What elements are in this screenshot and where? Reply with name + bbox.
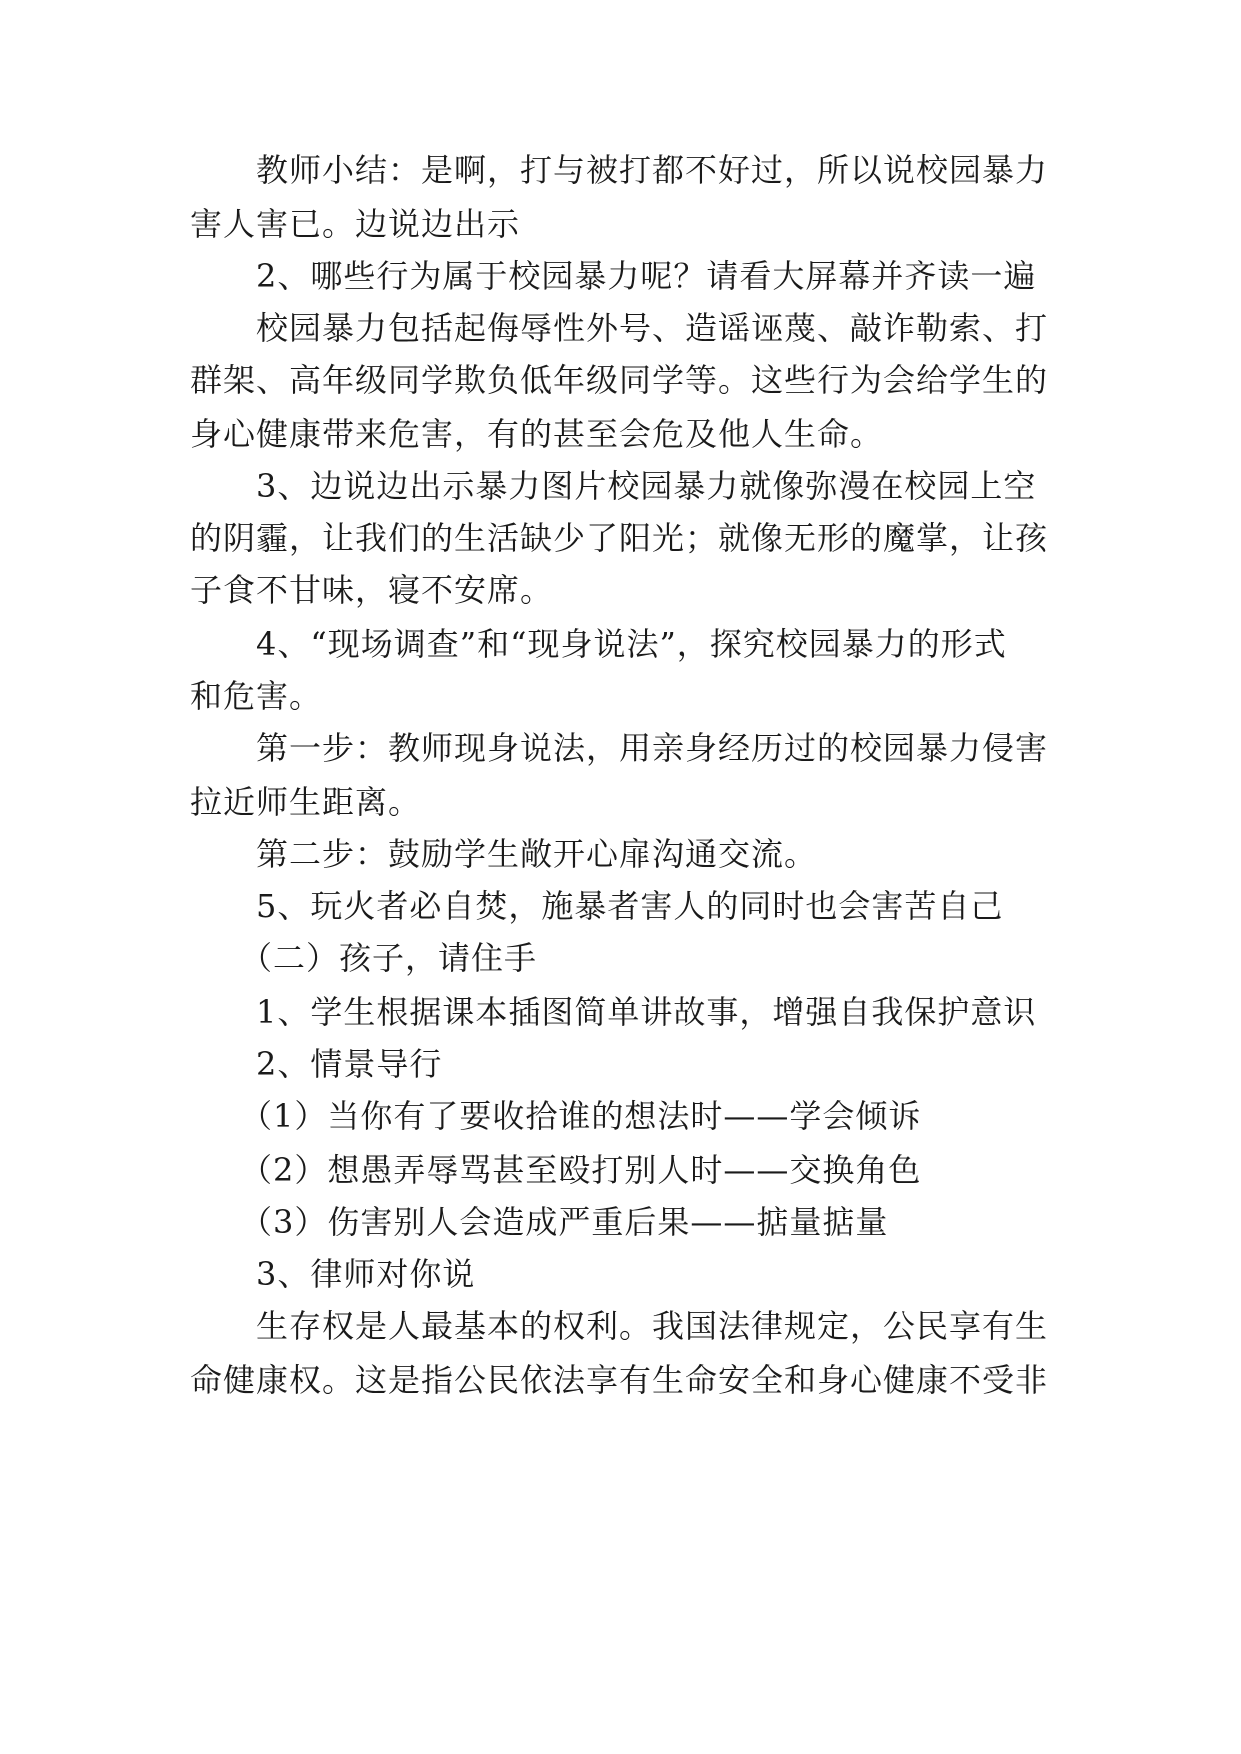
text-line: 校园暴力包括起侮辱性外号、造谣诬蔑、敲诈勒索、打: [256, 309, 1049, 347]
text-line: 第一步：教师现身说法，用亲身经历过的校园暴力侵害: [256, 729, 1049, 767]
text-line: 2、哪些行为属于校园暴力呢？请看大屏幕并齐读一遍: [256, 257, 1037, 295]
text-line: （1）当你有了要收拾谁的想法时——学会倾诉: [240, 1097, 922, 1135]
text-line: 子食不甘味，寝不安席。: [190, 571, 554, 609]
text-line: 4、“现场调查”和“现身说法”，探究校园暴力的形式: [256, 625, 1007, 663]
text-line: 生存权是人最基本的权利。我国法律规定，公民享有生: [256, 1307, 1049, 1345]
text-line: 2、情景导行: [256, 1045, 443, 1083]
text-line: 身心健康带来危害，有的甚至会危及他人生命。: [190, 415, 884, 453]
text-line: 5、玩火者必自焚，施暴者害人的同时也会害苦自己: [256, 887, 1004, 925]
text-line: 1、学生根据课本插图简单讲故事，增强自我保护意识: [256, 993, 1037, 1031]
text-line: 命健康权。这是指公民依法享有生命安全和身心健康不受非: [190, 1361, 1049, 1399]
text-line: （二）孩子，请住手: [240, 939, 538, 977]
text-line: 教师小结：是啊，打与被打都不好过，所以说校园暴力: [256, 151, 1049, 189]
text-line: （3）伤害别人会造成严重后果——掂量掂量: [240, 1203, 889, 1241]
text-line: 3、律师对你说: [256, 1255, 476, 1293]
text-line: 拉近师生距离。: [190, 783, 422, 821]
text-line: 第二步：鼓励学生敞开心扉沟通交流。: [256, 835, 818, 873]
text-line: 群架、高年级同学欺负低年级同学等。这些行为会给学生的: [190, 361, 1049, 399]
text-line: 3、边说边出示暴力图片校园暴力就像弥漫在校园上空: [256, 467, 1037, 505]
text-line: （2）想愚弄辱骂甚至殴打别人时——交换角色: [240, 1151, 922, 1189]
text-line: 和危害。: [190, 677, 323, 715]
text-line: 害人害已。边说边出示: [190, 205, 521, 243]
text-line: 的阴霾，让我们的生活缺少了阳光；就像无形的魔掌，让孩: [190, 519, 1049, 557]
